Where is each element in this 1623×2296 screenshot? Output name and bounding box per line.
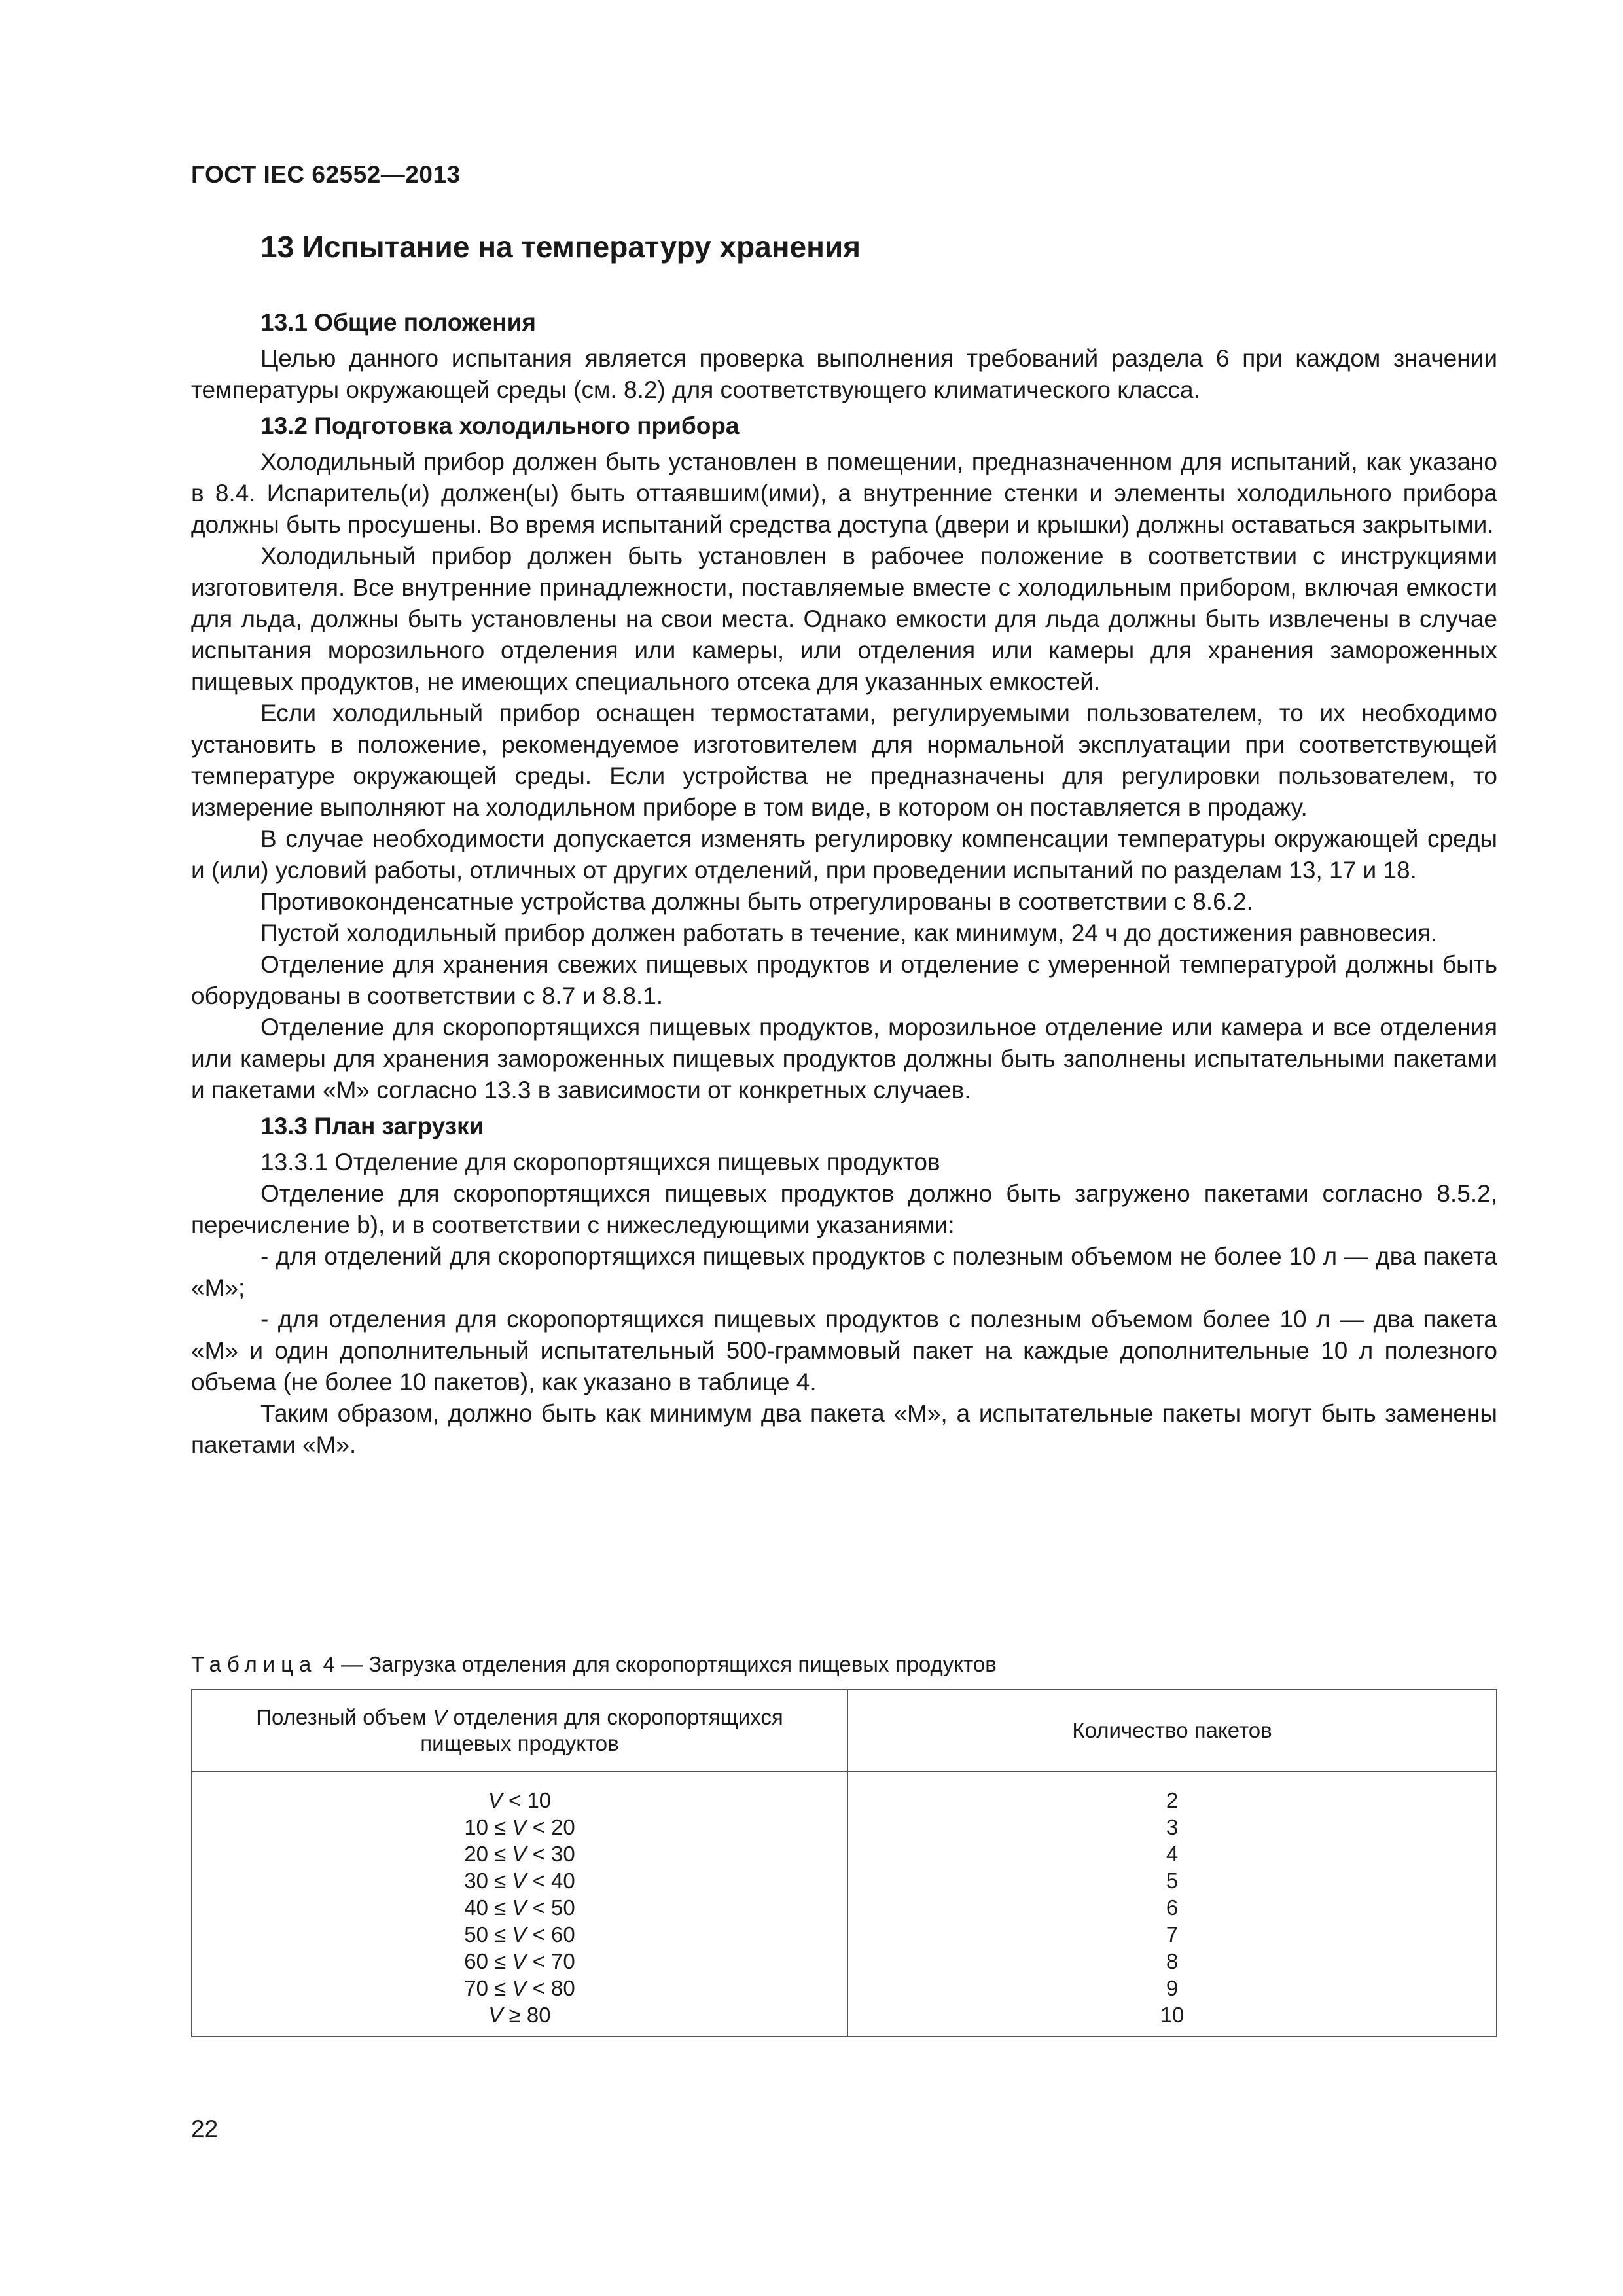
page-number: 22: [191, 2115, 219, 2142]
volume-range: 40 ≤ V < 50: [464, 1895, 575, 1920]
volume-range: 60 ≤ V < 70: [464, 1949, 575, 1973]
paragraph: В случае необходимости допускается изменять регулировку компенсации температуры окружающей среды и (или) условий работы, отличных от других отделений, при проведении испытаний по разделам 13, 17 и 18.: [191, 825, 1497, 884]
package-count: 8: [1166, 1949, 1179, 1973]
volume-cell: [192, 1772, 847, 2037]
paragraph: Отделение для хранения свежих пищевых продуктов и отделение с умеренной температурой должны быть оборудованы в соответствии с 8.7 и 8.8.1.: [191, 951, 1497, 1009]
table-caption-label: Таблица: [191, 1652, 317, 1676]
table-caption: [191, 1652, 997, 1677]
list-item: - для отделения для скоропортящихся пищевых продуктов с полезным объемом более 10 л — два пакета «М» и один дополнительный испытательный 500-граммовый пакет на каждые дополнительные 10 л полезного объема (не более 10 пакетов), как указано в таблице 4.: [191, 1306, 1497, 1395]
paragraph: Холодильный прибор должен быть установлен в рабочее положение в соответствии с инструкциями изготовителя. Все внутренние принадлежности, поставляемые вместе с холодильным прибором, включая емкости для льда, должны быть установлены на свои места. Однако емкости для льда должны быть извлечены в случае испытания морозильного отделения или камеры, или отделения или камеры для хранения замороженных пищевых продуктов, не имеющих специального отсека для указанных емкостей.: [191, 543, 1497, 695]
package-count: 2: [1166, 1788, 1179, 1812]
table-row: [192, 1772, 1497, 2037]
heading-13-1: 13.1 Общие положения: [260, 309, 536, 336]
subheading-13-3-1: 13.3.1 Отделение для скоропортящихся пищевых продуктов: [260, 1149, 940, 1175]
paragraph: Если холодильный прибор оснащен термостатами, регулируемыми пользователем, то их необходимо установить в положение, рекомендуемое изготовителем для нормальной эксплуатации при соответствующей температуре окружающей среды. Если устройства не предназначены для регулировки пользователем, то измерение выполняют на холодильном приборе в том виде, в котором он поставляется в продажу.: [191, 700, 1497, 821]
list-item: - для отделений для скоропортящихся пищевых продуктов с полезным объемом не более 10 л — два пакета «М»;: [191, 1243, 1497, 1301]
package-count: 9: [1166, 1976, 1179, 2000]
volume-range: 50 ≤ V < 60: [464, 1922, 575, 1946]
table-header-row: [192, 1689, 1497, 1772]
heading-13-2: 13.2 Подготовка холодильного прибора: [260, 412, 740, 439]
section-title: 13 Испытание на температуру хранения: [260, 230, 861, 264]
column-header-volume: Полезный объем V отделения для скоропортящихся пищевых продуктов: [192, 1689, 847, 1772]
column-header-count: Количество пакетов: [847, 1689, 1497, 1772]
volume-range: 20 ≤ V < 30: [464, 1842, 575, 1866]
volume-range: 10 ≤ V < 20: [464, 1815, 575, 1839]
paragraph: Целью данного испытания является проверка выполнения требований раздела 6 при каждом значении температуры окружающей среды (см. 8.2) для соответствующего климатического класса.: [191, 345, 1497, 403]
table-caption-text: 4 — Загрузка отделения для скоропортящихся пищевых продуктов: [317, 1652, 997, 1676]
volume-range: 70 ≤ V < 80: [464, 1976, 575, 2000]
package-count: 5: [1166, 1869, 1179, 1893]
package-count: 6: [1166, 1895, 1179, 1920]
table-4: [191, 1689, 1497, 2037]
paragraph: Отделение для скоропортящихся пищевых продуктов должно быть загружено пакетами согласно 8.5.2, перечисление b), и в соответствии с нижеследующими указаниями:: [191, 1180, 1497, 1238]
paragraph: Холодильный прибор должен быть установлен в помещении, предназначенном для испытаний, как указано в 8.4. Испаритель(и) должен(ы) быть оттаявшим(ими), а внутренние стенки и элементы холодильного прибора должны быть просушены. Во время испытаний средства доступа (двери и крышки) должны оставаться закрытыми.: [191, 448, 1497, 538]
volume-range: V < 10: [488, 1788, 552, 1812]
paragraph: Отделение для скоропортящихся пищевых продуктов, морозильное отделение или камера и все отделения или камеры для хранения замороженных пищевых продуктов должны быть заполнены испытательными пакетами и пакетами «М» согласно 13.3 в зависимости от конкретных случаев.: [191, 1014, 1497, 1103]
package-count: 4: [1166, 1842, 1179, 1866]
paragraph: Таким образом, должно быть как минимум два пакета «М», а испытательные пакеты могут быть заменены пакетами «М».: [191, 1400, 1497, 1458]
package-count: 7: [1166, 1922, 1179, 1946]
count-cell: [847, 1772, 1497, 2037]
volume-range: V ≥ 80: [488, 2003, 551, 2027]
body-text: [191, 305, 1497, 1461]
paragraph: Противоконденсатные устройства должны быть отрегулированы в соответствии с 8.6.2.: [260, 888, 1253, 915]
heading-13-3: 13.3 План загрузки: [260, 1113, 484, 1139]
document-code: ГОСТ IEC 62552—2013: [191, 161, 461, 188]
volume-range: 30 ≤ V < 40: [464, 1869, 575, 1893]
package-count: 10: [1160, 2003, 1185, 2027]
package-count: 3: [1166, 1815, 1179, 1839]
paragraph: Пустой холодильный прибор должен работать в течение, как минимум, 24 ч до достижения равновесия.: [260, 920, 1438, 946]
